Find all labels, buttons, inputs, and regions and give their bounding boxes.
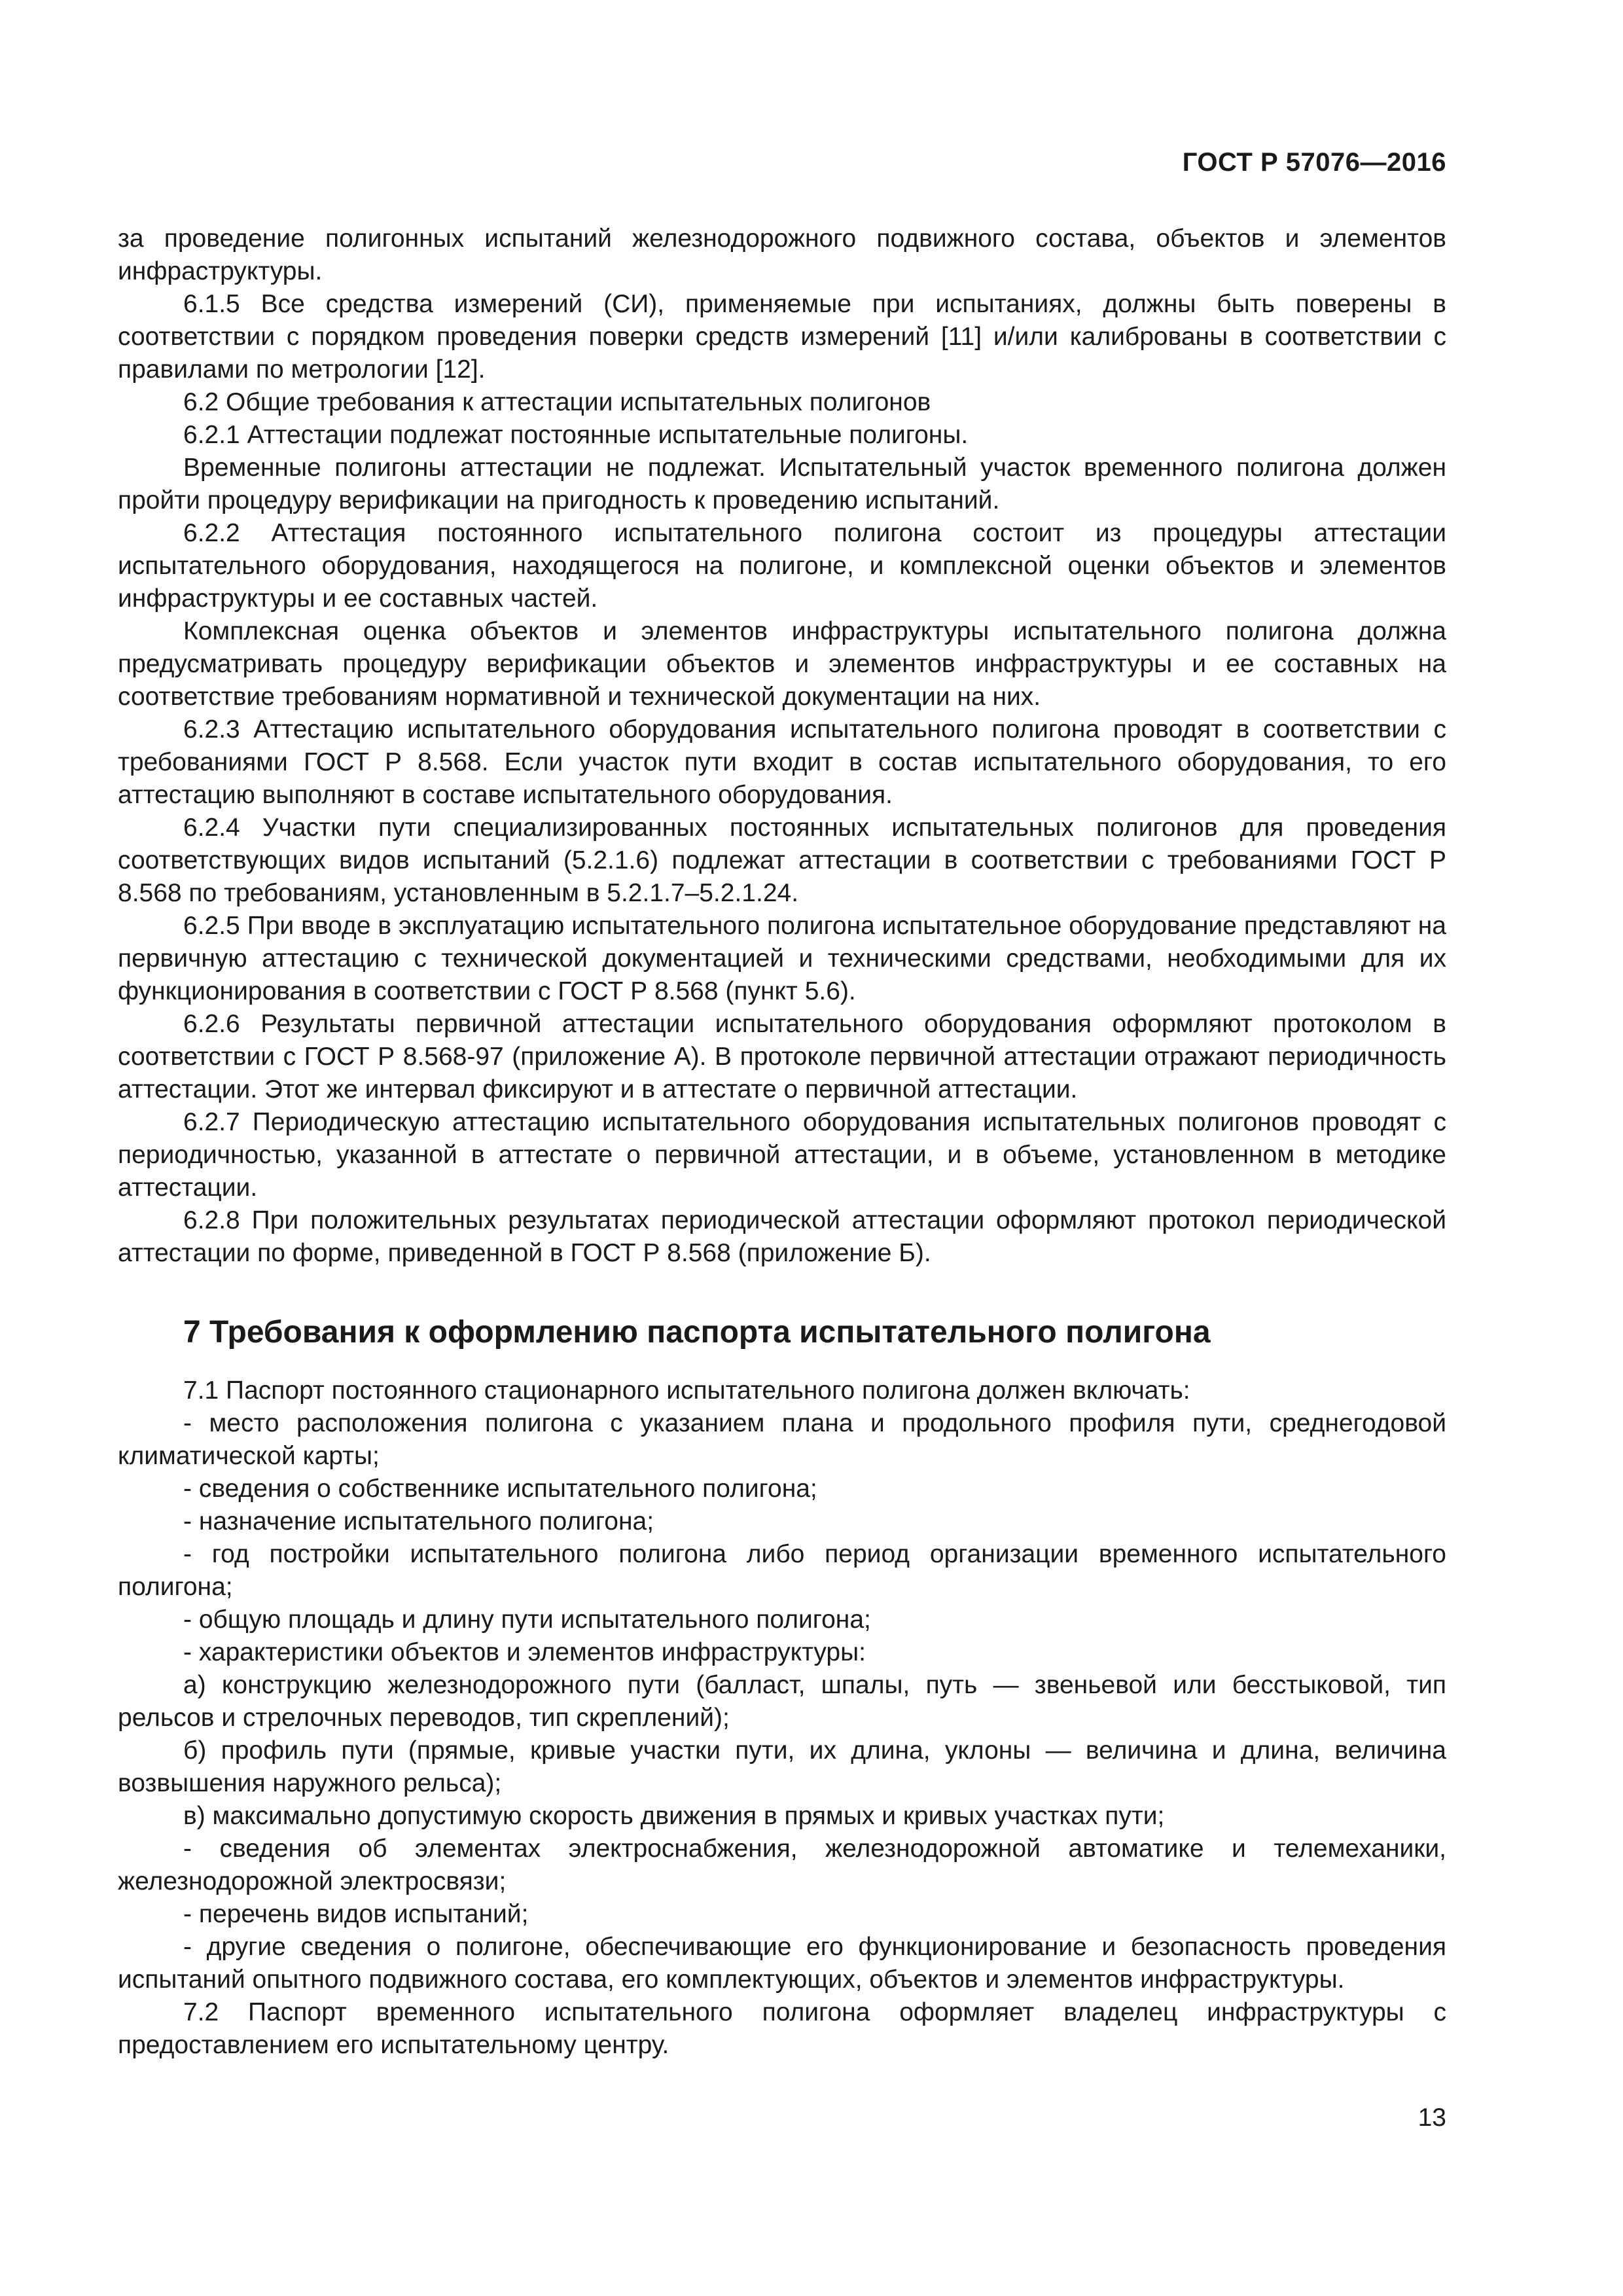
paragraph: 7.2 Паспорт временного испытательного полигона оформляет владелец инфраструктуры с предоставлением его испытательному центру. [118,1998,1446,2059]
list-item: в) максимально допустимую скорость движения в прямых и кривых участках пути; [183,1802,1165,1830]
paragraph: Временные полигоны аттестации не подлежат. Испытательный участок временного полигона должен пройти процедуру верификации на пригодность к проведению испытаний. [118,454,1446,514]
paragraph: 6.1.5 Все средства измерений (СИ), применяемые при испытаниях, должны быть поверены в соответствии с порядком проведения поверки средств измерений [11] и/или калиброваны в соответствии с правилами по метрологии [12]. [118,290,1446,384]
list-item: - перечень видов испытаний; [183,1900,529,1928]
paragraph: 6.2.3 Аттестацию испытательного оборудования испытательного полигона проводят в соответствии с требованиями ГОСТ Р 8.568. Если участок пути входит в состав испытательного оборудования, то его аттестацию выполняют в составе испытательного оборудования. [118,715,1446,809]
list-item: б) профиль пути (прямые, кривые участки пути, их длина, уклоны — величина и длина, величина возвышения наружного рельса); [118,1736,1446,1797]
list-item: - сведения об элементах электроснабжения, железнодорожной автоматике и телемеханики, железнодорожной электросвязи; [118,1835,1446,1895]
list-item: а) конструкцию железнодорожного пути (балласт, шпалы, путь — звеньевой или бесстыковой, тип рельсов и стрелочных переводов, тип скреплений); [118,1671,1446,1732]
paragraph: 6.2.8 При положительных результатах периодической аттестации оформляют протокол периодической аттестации по форме, приведенной в ГОСТ Р 8.568 (приложение Б). [118,1206,1446,1267]
paragraph: 6.2.1 Аттестации подлежат постоянные испытательные полигоны. [183,421,969,449]
list-item: - назначение испытательного полигона; [183,1507,654,1535]
list-item: - другие сведения о полигоне, обеспечивающие его функционирование и безопасность проведения испытаний опытного подвижного состава, его комплектующих, объектов и элементов инфраструктуры. [118,1933,1446,1994]
subsection-title: 6.2 Общие требования к аттестации испытательных полигонов [183,388,931,416]
paragraph: 7.1 Паспорт постоянного стационарного испытательного полигона должен включать: [183,1376,1190,1405]
list-item: - место расположения полигона с указанием плана и продольного профиля пути, среднегодовой климатической карты; [118,1409,1446,1470]
list-item: - характеристики объектов и элементов инфраструктуры: [183,1638,866,1666]
paragraph: 6.2.7 Периодическую аттестацию испытательного оборудования испытательных полигонов проводят с периодичностью, указанной в аттестате о первичной аттестации, и в объеме, установленном в методике аттестации. [118,1108,1446,1202]
page-number: 13 [1418,2104,1446,2132]
paragraph: 6.2.2 Аттестация постоянного испытательного полигона состоит из процедуры аттестации испытательного оборудования, находящегося на полигоне, и комплексной оценки объектов и элементов инфраструктуры и ее составных частей. [118,519,1446,613]
section-heading: 7 Требования к оформлению паспорта испытательного полигона [183,1315,1211,1350]
list-item: - сведения о собственнике испытательного полигона; [183,1475,817,1503]
paragraph: за проведение полигонных испытаний железнодорожного подвижного состава, объектов и элементов инфраструктуры. [118,224,1446,285]
list-item: - общую площадь и длину пути испытательного полигона; [183,1605,871,1634]
paragraph: 6.2.5 При вводе в эксплуатацию испытательного полигона испытательное оборудование представляют на первичную аттестацию с технической документацией и техническими средствами, необходимыми для их функционирования в соответствии с ГОСТ Р 8.568 (пункт 5.6). [118,912,1446,1005]
paragraph: 6.2.4 Участки пути специализированных постоянных испытательных полигонов для проведения соответствующих видов испытаний (5.2.1.6) подлежат аттестации в соответствии с требованиями ГОСТ Р 8.568 по требованиям, установленным в 5.2.1.7–5.2.1.24. [118,814,1446,907]
paragraph: Комплексная оценка объектов и элементов инфраструктуры испытательного полигона должна предусматривать процедуру верификации объектов и элементов инфраструктуры и ее составных на соответствие требованиям нормативной и технической документации на них. [118,617,1446,711]
document-body [118,223,1446,2062]
standard-designation: ГОСТ Р 57076—2016 [1182,148,1446,177]
list-item: - год постройки испытательного полигона либо период организации временного испытательного полигона; [118,1540,1446,1601]
paragraph: 6.2.6 Результаты первичной аттестации испытательного оборудования оформляют протоколом в соответствии с ГОСТ Р 8.568-97 (приложение А). В протоколе первичной аттестации отражают периодичность аттестации. Этот же интервал фиксируют и в аттестате о первичной аттестации. [118,1010,1446,1103]
